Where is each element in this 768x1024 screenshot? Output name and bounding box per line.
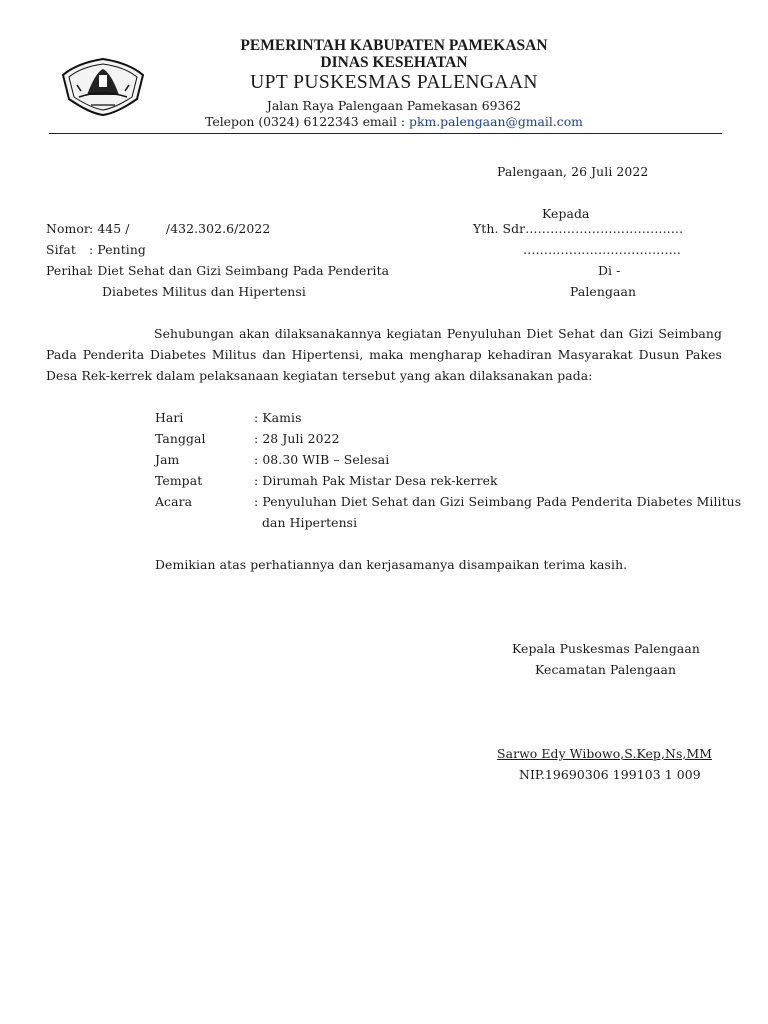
header-department: DINAS KESEHATAN [320,54,468,71]
detail-value-acara: : Penyuluhan Diet Sehat dan Gizi Seimbang Pada Penderita Diabetes Militus [254,494,742,509]
detail-label-jam: Jam [155,452,180,467]
signature-name: Sarwo Edy Wibowo,S.Kep,Ns,MM [497,746,713,761]
body-paragraph-text: Sehubungan akan dilaksanakannya kegiatan Penyuluhan Diet Sehat dan Gizi Seimbang Pada Penderita Diabetes Militus dan Hipertensi, maka mengharap kehadiran Masyarakat Dusun Pakes Desa Rek-kerrek dalam pelaksanaan kegiatan tersebut yang akan dilaksanakan pada: [46,326,722,384]
nomor-label: Nomor [46,221,90,236]
letter-date: Palengaan, 26 Juli 2022 [497,164,649,179]
recipient-yth: Yth. Sdr……………………………….. [473,221,684,236]
recipient-place: Palengaan [570,284,637,299]
sifat-label: Sifat [46,242,76,257]
recipient-kepada: Kepada [542,206,590,221]
signature-title-1: Kepala Puskesmas Palengaan [512,641,700,656]
detail-value-tanggal: : 28 Juli 2022 [254,431,340,446]
signature-nip: NIP.19690306 199103 1 009 [519,767,701,782]
perihal-value-cont: Diabetes Militus dan Hipertensi [102,284,306,299]
body-paragraph [46,323,722,387]
recipient-di: Di - [598,263,621,278]
detail-value-hari: : Kamis [254,410,302,425]
closing-sentence: Demikian atas perhatiannya dan kerjasamanya disampaikan terima kasih. [155,557,628,572]
header-address: Jalan Raya Palengaan Pamekasan 69362 [266,98,522,113]
detail-label-tempat: Tempat [155,473,203,488]
perihal-value: : Diet Sehat dan Gizi Seimbang Pada Penderita [89,263,390,278]
signature-title-2: Kecamatan Palengaan [535,662,677,677]
sifat-value: : Penting [89,242,146,257]
detail-label-tanggal: Tanggal [155,431,206,446]
perihal-label: Perihal [46,263,92,278]
header-government: PEMERINTAH KABUPATEN PAMEKASAN [240,37,548,54]
recipient-dots: ……………………………….. [523,242,681,257]
header-phone: Telepon (0324) 6122343 email : [205,114,410,129]
detail-value-jam: : 08.30 WIB – Selesai [254,452,390,467]
regency-emblem-logo [57,55,149,117]
header-divider [49,133,722,134]
detail-label-hari: Hari [155,410,184,425]
header-institution: UPT PUSKESMAS PALENGAAN [250,72,538,93]
detail-label-acara: Acara [155,494,193,509]
nomor-value: : 445 / /432.302.6/2022 [89,221,271,236]
detail-value-acara-cont: dan Hipertensi [262,515,358,530]
header-email: pkm.palengaan@gmail.com [409,114,583,129]
detail-value-tempat: : Dirumah Pak Mistar Desa rek-kerrek [254,473,498,488]
